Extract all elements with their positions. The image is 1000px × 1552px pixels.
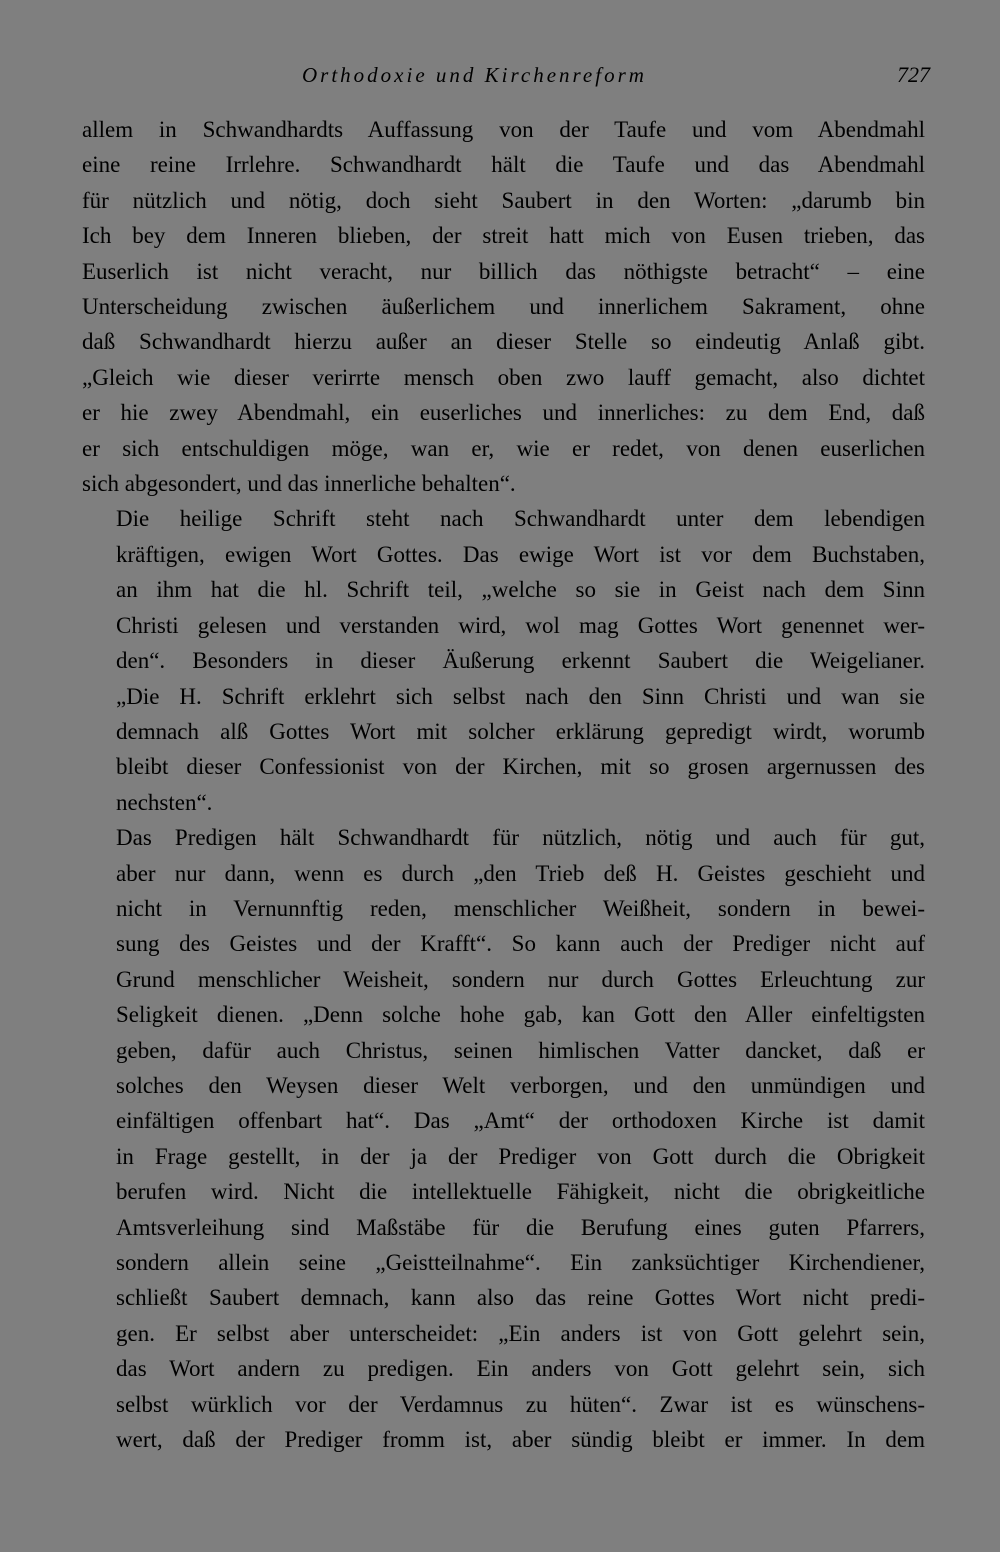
running-head <box>80 58 930 92</box>
text-line: den“. Besonders in dieser Äußerung erkennt Saubert die Weigelianer. <box>116 648 925 674</box>
text-line: Das Predigen hält Schwandhardt für nützlich, nötig und auch für gut, <box>116 825 925 851</box>
text-line: sich abgesondert, und das innerliche behalten“. <box>82 471 516 497</box>
paragraph <box>82 112 925 501</box>
text-line: Grund menschlicher Weisheit, sondern nur durch Gottes Erleuchtung zur <box>116 966 925 992</box>
text-line: sung des Geistes und der Krafft“. So kann auch der Prediger nicht auf <box>116 931 925 957</box>
text-line: Ich bey dem Inneren blieben, der streit hatt mich von Eusen trieben, das <box>82 223 925 249</box>
text-line: er sich entschuldigen möge, wan er, wie er redet, von denen euserlichen <box>82 435 925 461</box>
text-line: er hie zwey Abendmahl, ein euserliches und innerliches: zu dem End, daß <box>82 400 925 426</box>
text-line: Unterscheidung zwischen äußerlichem und innerlichem Sakrament, ohne <box>82 294 925 320</box>
text-line: Amtsverleihung sind Maßstäbe für die Berufung eines guten Pfarrers, <box>116 1214 925 1240</box>
body-text <box>82 112 925 1457</box>
text-line: nicht in Vernunnftig reden, menschlicher Weißheit, sondern in bewei- <box>116 895 925 921</box>
paragraph <box>82 820 925 1457</box>
text-line: in Frage gestellt, in der ja der Prediger von Gott durch die Obrigkeit <box>116 1143 925 1169</box>
text-line: sondern allein seine „Geistteilnahme“. Ein zanksüchtiger Kirchendiener, <box>116 1250 925 1275</box>
text-line: „Die H. Schrift erklehrt sich selbst nach den Sinn Christi und wan sie <box>116 683 925 709</box>
text-line: selbst würklich vor der Verdamnus zu hüten“. Zwar ist es wünschens- <box>116 1391 925 1417</box>
text-line: eine reine Irrlehre. Schwandhardt hält die Taufe und das Abendmahl <box>82 152 925 178</box>
text-line: an ihm hat die hl. Schrift teil, „welche so sie in Geist nach dem Sinn <box>116 577 925 603</box>
text-line: Die heilige Schrift steht nach Schwandhardt unter dem lebendigen <box>116 506 925 532</box>
text-line: „Gleich wie dieser verirrte mensch oben zwo lauff gemacht, also dichtet <box>82 364 925 390</box>
text-line: allem in Schwandhardts Auffassung von der Taufe und vom Abendmahl <box>82 117 925 142</box>
text-line: nechsten“. <box>116 789 213 815</box>
text-line: wert, daß der Prediger fromm ist, aber sündig bleibt er immer. In dem <box>116 1427 925 1453</box>
text-line: Seligkeit dienen. „Denn solche hohe gab, kan Gott den Aller einfeltigsten <box>116 1002 925 1028</box>
text-line: geben, dafür auch Christus, seinen himlischen Vatter dancket, daß er <box>116 1037 925 1063</box>
text-line: berufen wird. Nicht die intellektuelle Fähigkeit, nicht die obrigkeitliche <box>116 1179 925 1205</box>
text-line: gen. Er selbst aber unterscheidet: „Ein anders ist von Gott gelehrt sein, <box>116 1320 925 1346</box>
text-line: solches den Weysen dieser Welt verborgen, und den unmündigen und <box>116 1072 925 1098</box>
text-line: aber nur dann, wenn es durch „den Trieb deß H. Geistes geschieht und <box>116 860 925 886</box>
text-line: einfältigen offenbart hat“. Das „Amt“ der orthodoxen Kirche ist damit <box>116 1108 925 1134</box>
text-line: das Wort andern zu predigen. Ein anders von Gott gelehrt sein, sich <box>116 1356 925 1382</box>
paragraph <box>82 501 925 820</box>
text-line: für nützlich und nötig, doch sieht Saubert in den Worten: „darumb bin <box>82 187 925 213</box>
text-line: demnach alß Gottes Wort mit solcher erklärung gepredigt wirdt, worumb <box>116 718 925 744</box>
text-line: daß Schwandhardt hierzu außer an dieser Stelle so eindeutig Anlaß gibt. <box>82 329 925 355</box>
text-line: Christi gelesen und verstanden wird, wol mag Gottes Wort genennet wer- <box>116 612 925 638</box>
page-number: 727 <box>897 62 930 87</box>
running-title: Orthodoxie und Kirchenreform <box>302 63 647 87</box>
text-line: schließt Saubert demnach, kann also das reine Gottes Wort nicht predi- <box>116 1285 925 1311</box>
text-line: bleibt dieser Confessionist von der Kirchen, mit so grosen argernussen des <box>116 754 925 780</box>
text-line: kräftigen, ewigen Wort Gottes. Das ewige Wort ist vor dem Buchstaben, <box>116 541 925 567</box>
text-line: Euserlich ist nicht veracht, nur billich das nöthigste betracht“ – eine <box>82 258 925 284</box>
